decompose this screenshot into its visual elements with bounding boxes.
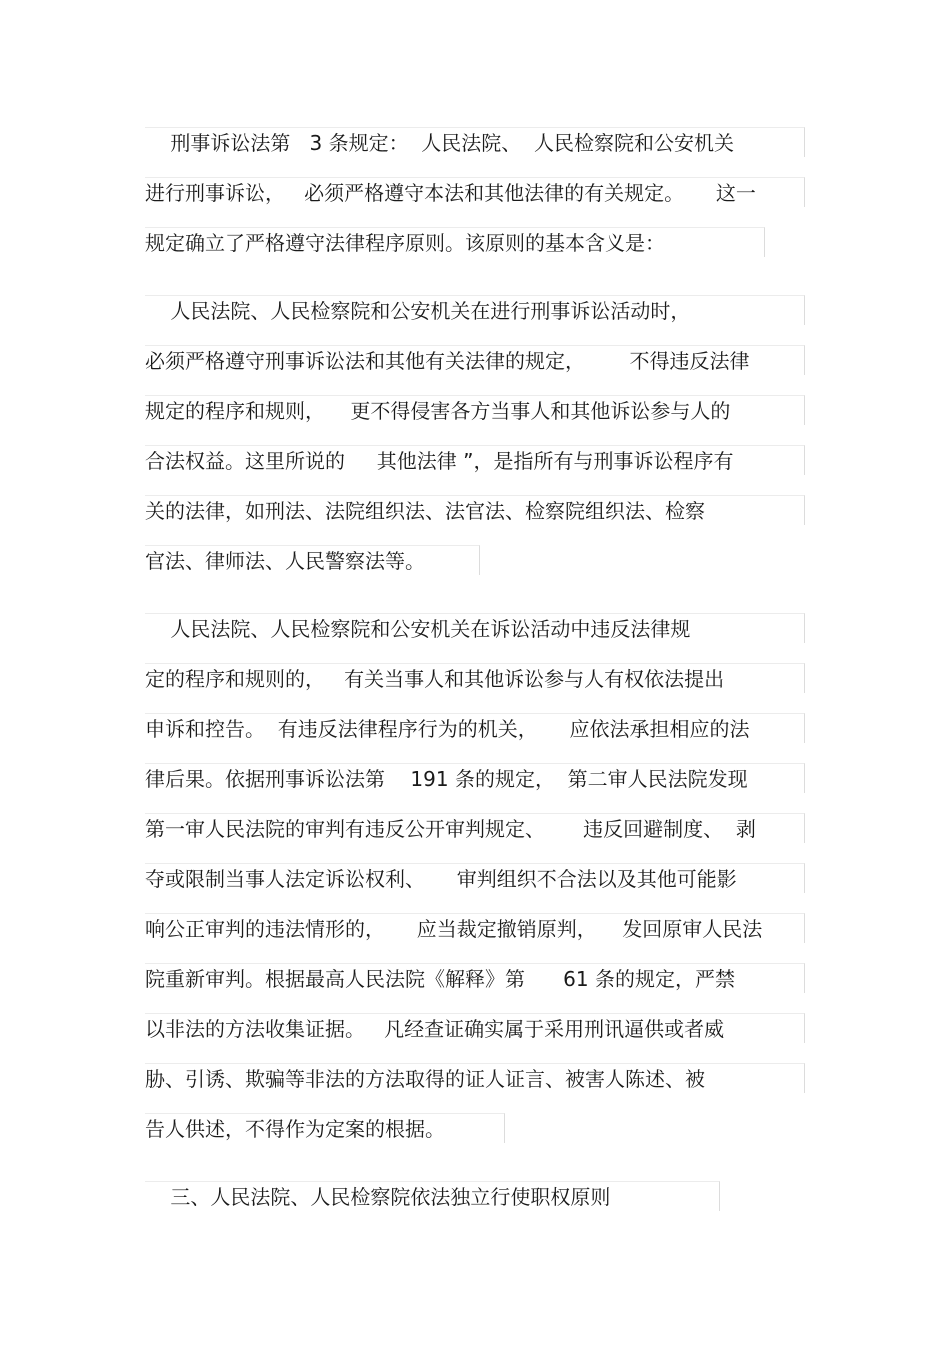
text-line: 胁、引诱、欺骗等非法的方法取得的证人证言、被害人陈述、被 [145, 1063, 805, 1093]
text-line: 人民法院、人民检察院和公安机关在进行刑事诉讼活动时， [145, 295, 805, 325]
text-line: 以非法的方法收集证据。 凡经查证确实属于采用刑讯逼供或者威 [145, 1013, 805, 1043]
text-line: 规定确立了严格遵守法律程序原则。该原则的基本含义是： [145, 227, 765, 257]
text-line: 院重新审判。根据最高人民法院《解释》第 61 条的规定，严禁 [145, 963, 805, 993]
text-line: 三、人民法院、人民检察院依法独立行使职权原则 [145, 1181, 720, 1211]
text-line: 进行刑事诉讼， 必须严格遵守本法和其他法律的有关规定。 这一 [145, 177, 805, 207]
text-line: 官法、律师法、人民警察法等。 [145, 545, 480, 575]
text-line: 关的法律，如刑法、法院组织法、法官法、检察院组织法、检察 [145, 495, 805, 525]
text-line: 必须严格遵守刑事诉讼法和其他有关法律的规定， 不得违反法律 [145, 345, 805, 375]
text-line: 夺或限制当事人法定诉讼权利、 审判组织不合法以及其他可能影 [145, 863, 805, 893]
text-line: 告人供述，不得作为定案的根据。 [145, 1113, 505, 1143]
text-line: 合法权益。这里所说的 其他法律 ”，是指所有与刑事诉讼程序有 [145, 445, 805, 475]
text-line: 规定的程序和规则， 更不得侵害各方当事人和其他诉讼参与人的 [145, 395, 805, 425]
text-line: 定的程序和规则的， 有关当事人和其他诉讼参与人有权依法提出 [145, 663, 805, 693]
text-line: 申诉和控告。 有违反法律程序行为的机关， 应依法承担相应的法 [145, 713, 805, 743]
text-line: 人民法院、人民检察院和公安机关在诉讼活动中违反法律规 [145, 613, 805, 643]
text-line: 第一审人民法院的审判有违反公开审判规定、 违反回避制度、 剥 [145, 813, 805, 843]
text-line: 响公正审判的违法情形的， 应当裁定撤销原判， 发回原审人民法 [145, 913, 805, 943]
text-line: 刑事诉讼法第 3 条规定： 人民法院、 人民检察院和公安机关 [145, 127, 805, 157]
text-line: 律后果。依据刑事诉讼法第 191 条的规定， 第二审人民法院发现 [145, 763, 805, 793]
